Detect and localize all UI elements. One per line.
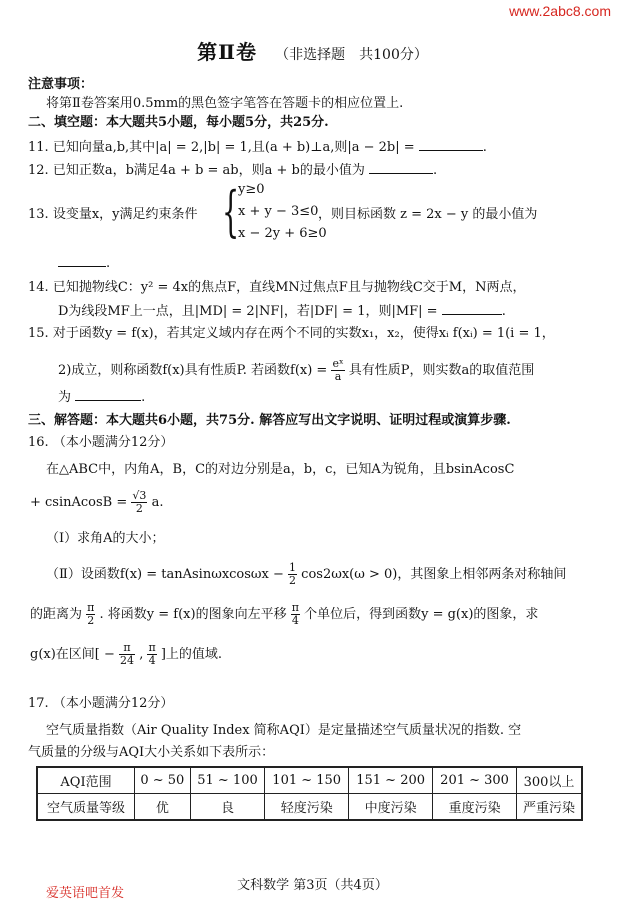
- section2-heading: 二、填空题：本大题共5小题，每小题5分，共25分.: [28, 115, 329, 130]
- q16-part2d-n1: π: [119, 642, 135, 655]
- q15-line1: 对于函数y = f(x)，若其定义域内存在两个不同的实数x₁，x₂，使得xᵢ f(xᵢ) = 1(i = 1，: [52, 326, 555, 341]
- q11-answer-blank[interactable]: [419, 138, 483, 151]
- table-cell: 101 ~ 150: [265, 767, 349, 794]
- q17-num: 17.: [28, 696, 49, 711]
- page-footer: 文科数学 第3页（共4页）: [237, 878, 388, 893]
- q13-num: 13.: [28, 207, 49, 222]
- q16-part2-frac-den: 2: [289, 574, 297, 587]
- q13-tail: ，则目标函数 z = 2x − y 的最小值为: [318, 207, 538, 222]
- q12-end: .: [433, 163, 438, 178]
- q11-end: .: [482, 140, 487, 155]
- q13-constraint-3: x − 2y + 6≥0: [238, 226, 327, 241]
- q15-frac-num: eˣ: [332, 357, 344, 370]
- q16-part2b: cos2ωx(ω > 0)，其图象上相邻两条对称轴间: [301, 567, 567, 582]
- question-13-lead: [28, 206, 198, 224]
- q16-part2d-b: ,: [139, 647, 144, 662]
- q14-end: .: [501, 304, 506, 319]
- notice-text: 将第Ⅱ卷答案用0.5mm的黑色签字笔答在答题卡的相应位置上.: [46, 96, 404, 111]
- question-11: [28, 138, 487, 157]
- q16-p2-fraction: [131, 490, 147, 515]
- q16-part2c-d1: 2: [87, 614, 95, 627]
- table-row: [37, 767, 582, 794]
- q16-part2: [46, 562, 566, 587]
- q16-p2-frac-num: √3: [132, 489, 147, 502]
- question-12: [28, 161, 437, 180]
- q15-end: .: [141, 390, 146, 405]
- q16-part2a: （Ⅱ）设函数f(x) = tanAsinωxcosωx −: [46, 567, 284, 582]
- table-cell: 良: [190, 794, 265, 821]
- q15-frac-den: a: [334, 370, 342, 383]
- q16-part2c-n1: π: [87, 601, 95, 614]
- q12-answer-blank[interactable]: [369, 161, 433, 174]
- q15-line2-row: [58, 358, 534, 383]
- table-cell: 0 ~ 50: [135, 767, 191, 794]
- section3-heading: 三、解答题：本大题共6小题，共75分. 解答应写出文字说明、证明过程或演算步骤.: [28, 413, 511, 428]
- q15-answer-blank[interactable]: [75, 388, 141, 401]
- question-15: [28, 325, 555, 343]
- table-cell: 151 ~ 200: [349, 767, 433, 794]
- q11-num: 11.: [28, 140, 49, 155]
- q16-part2d-a: g(x)在区间[ −: [30, 647, 115, 662]
- q17-score: （本小题满分12分）: [52, 696, 174, 711]
- question-16-header: [28, 434, 173, 452]
- table-row: [37, 794, 582, 821]
- q16-part1: （Ⅰ）求角A的大小；: [46, 531, 165, 546]
- table-cell: 重度污染: [433, 794, 517, 821]
- q16-p1: 在△ABC中，内角A，B，C的对边分别是a，b，c，已知A为锐角，且bsinAcosC: [46, 462, 515, 477]
- aqi-table: [36, 766, 583, 821]
- table-cell: 中度污染: [349, 794, 433, 821]
- q16-part2d-frac2: [147, 642, 156, 667]
- q14-line2-row: [58, 302, 506, 321]
- q16-part2c-n2: π: [291, 601, 299, 614]
- table-cell: 51 ~ 100: [190, 767, 265, 794]
- q15-line3-row: [58, 388, 145, 407]
- q16-p2a: + csinAcosB =: [30, 495, 128, 510]
- q13-lead: 设变量x，y满足约束条件: [52, 207, 198, 222]
- q16-part2c-frac2: [291, 602, 300, 627]
- q16-p2-frac-den: 2: [135, 502, 143, 515]
- q17-p1: 空气质量指数（Air Quality Index 简称AQI）是定量描述空气质量状况的指数. 空: [46, 723, 522, 738]
- q16-p2b: a.: [151, 495, 164, 510]
- q16-part2d-frac1: [119, 642, 135, 667]
- q16-part2c: [30, 602, 538, 627]
- q13-constraint-2: x + y − 3≤0: [238, 204, 319, 219]
- watermark-bottom: 爱英语吧首发: [46, 886, 125, 901]
- title-main: 第Ⅱ卷: [197, 40, 257, 64]
- q16-part2d-n2: π: [148, 641, 156, 654]
- q14-line1: 已知抛物线C：y² = 4x的焦点F，直线MN过焦点F且与抛物线C交于M，N两点，: [52, 280, 526, 295]
- table-cell: 优: [135, 794, 191, 821]
- q13-answer-blank[interactable]: [58, 254, 106, 267]
- section-title: [0, 36, 625, 65]
- table-cell: 300以上: [517, 767, 582, 794]
- q14-num: 14.: [28, 280, 49, 295]
- q13-blank-line: [58, 254, 110, 273]
- q12-text: 已知正数a，b满足4a + b = ab，则a + b的最小值为: [52, 163, 365, 178]
- q16-part2d: [30, 642, 222, 667]
- q15-num: 15.: [28, 326, 49, 341]
- q16-score: （本小题满分12分）: [52, 435, 174, 450]
- q15-line2b: 具有性质P，则实数a的取值范围: [348, 363, 535, 378]
- q16-p2: [30, 490, 163, 515]
- question-17-header: [28, 695, 173, 713]
- q15-fraction: [331, 358, 344, 383]
- q16-num: 16.: [28, 435, 49, 450]
- q16-part2d-d2: 4: [148, 654, 156, 667]
- q17-p2: 气质量的分级与AQI大小关系如下表所示：: [28, 745, 275, 760]
- table-cell: 严重污染: [517, 794, 582, 821]
- title-sub: （非选择题 共100分）: [275, 47, 428, 63]
- table-cell: 轻度污染: [265, 794, 349, 821]
- q16-part2c-c: 个单位后，得到函数y = g(x)的图象，求: [304, 607, 539, 622]
- q16-part2-fraction: [288, 562, 297, 587]
- q13-constraint-1: y≥0: [238, 182, 265, 197]
- q16-part2d-c: ]上的值域.: [160, 647, 223, 662]
- notice-heading: 注意事项：: [28, 77, 94, 92]
- q15-line3: 为: [58, 390, 72, 405]
- table-cell: AQI范围: [37, 767, 135, 794]
- watermark-top: www.2abc8.com: [509, 3, 611, 19]
- q16-part2c-b: . 将函数y = f(x)的图象向左平移: [99, 607, 287, 622]
- q16-part2c-a: 的距离为: [30, 607, 83, 622]
- left-brace-icon: {: [222, 180, 240, 243]
- table-cell: 201 ~ 300: [433, 767, 517, 794]
- q16-part2-frac-num: 1: [289, 561, 297, 574]
- q12-num: 12.: [28, 163, 49, 178]
- question-14: [28, 279, 525, 297]
- q13-end: .: [106, 256, 111, 271]
- table-cell: 空气质量等级: [37, 794, 135, 821]
- q11-text: 已知向量a,b,其中|a| = 2,|b| = 1,且(a + b)⊥a,则|a − 2b| =: [52, 140, 415, 155]
- q16-part2c-d2: 4: [291, 614, 299, 627]
- q14-answer-blank[interactable]: [442, 302, 502, 315]
- q15-line2a: 2)成立，则称函数f(x)具有性质P. 若函数f(x) =: [58, 363, 328, 378]
- q16-part2d-d1: 24: [120, 654, 135, 667]
- q16-part2c-frac1: [86, 602, 95, 627]
- q14-line2: D为线段MF上一点，且|MD| = 2|NF|，若|DF| = 1，则|MF| =: [58, 304, 438, 319]
